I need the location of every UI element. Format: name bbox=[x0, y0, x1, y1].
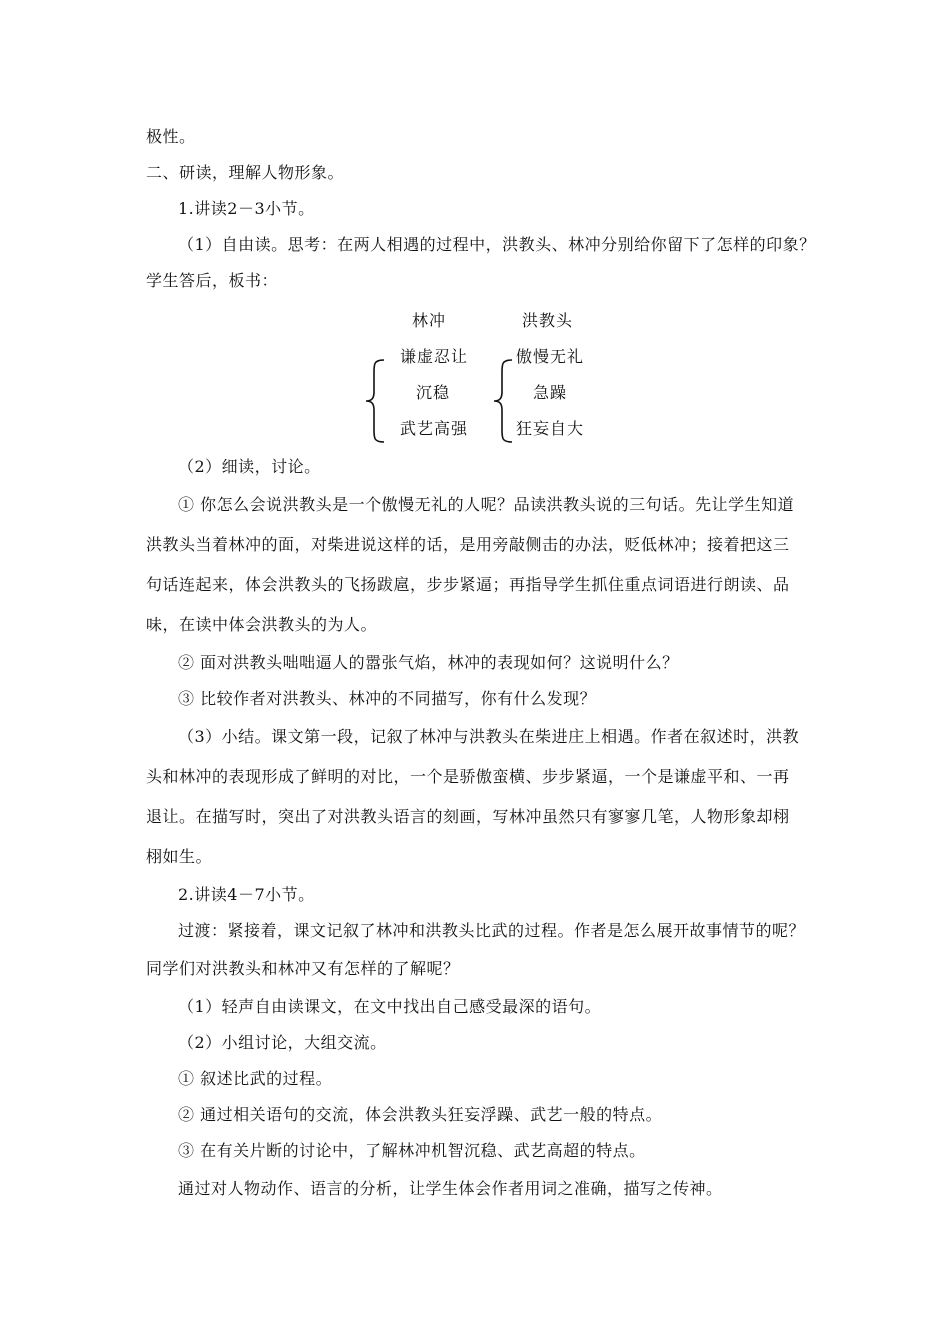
paragraph-line: ③ 在有关片断的讨论中，了解林冲机智沉稳、武艺高超的特点。 bbox=[178, 1141, 646, 1160]
paragraph-line: 退让。在描写时，突出了对洪教头语言的刻画，写林冲虽然只有寥寥几笔，人物形象却栩 bbox=[146, 807, 790, 826]
paragraph-line: （1）轻声自由读课文，在文中找出自己感受最深的语句。 bbox=[178, 997, 602, 1016]
paragraph-line: 过渡：紧接着，课文记叙了林冲和洪教头比武的过程。作者是怎么展开故事情节的呢？ bbox=[178, 921, 806, 940]
paragraph-line: ② 通过相关语句的交流，体会洪教头狂妄浮躁、武艺一般的特点。 bbox=[178, 1105, 663, 1124]
paragraph-line: （2）小组讨论，大组交流。 bbox=[178, 1033, 387, 1052]
paragraph-line: ① 你怎么会说洪教头是一个傲慢无礼的人呢？品读洪教头说的三句话。先让学生知道 bbox=[178, 495, 795, 514]
paragraph-line: 极性。 bbox=[146, 127, 196, 146]
board-hong-trait: 狂妄自大 bbox=[516, 419, 585, 438]
paragraph-line: ② 面对洪教头咄咄逼人的嚣张气焰，林冲的表现如何？这说明什么？ bbox=[178, 653, 679, 672]
paragraph-line: 通过对人物动作、语言的分析，让学生体会作者用词之准确，描写之传神。 bbox=[178, 1179, 723, 1198]
board-lin-trait: 武艺高强 bbox=[400, 419, 469, 438]
paragraph-line: ① 叙述比武的过程。 bbox=[178, 1069, 333, 1088]
board-hong-trait: 急躁 bbox=[533, 383, 568, 402]
paragraph-line: 学生答后，板书： bbox=[146, 271, 279, 290]
paragraph-line: （2）细读，讨论。 bbox=[178, 457, 321, 476]
paragraph-line: （3）小结。课文第一段，记叙了林冲与洪教头在柴进庄上相遇。作者在叙述时，洪教 bbox=[178, 727, 800, 746]
section-heading: 二、研读，理解人物形象。 bbox=[146, 163, 345, 182]
subsection-heading: 2.讲读4－7小节。 bbox=[178, 885, 315, 904]
paragraph-line: 同学们对洪教头和林冲又有怎样的了解呢？ bbox=[146, 959, 460, 978]
board-lin-trait: 沉稳 bbox=[416, 383, 451, 402]
paragraph-line: 味，在读中体会洪教头的为人。 bbox=[146, 615, 378, 634]
paragraph-line: ③ 比较作者对洪教头、林冲的不同描写，你有什么发现？ bbox=[178, 689, 597, 708]
left-brace-icon bbox=[364, 358, 386, 444]
board-hong-trait: 傲慢无礼 bbox=[516, 347, 585, 366]
paragraph-line: 头和林冲的表现形成了鲜明的对比，一个是骄傲蛮横、步步紧逼，一个是谦虚平和、一再 bbox=[146, 767, 790, 786]
paragraph-line: 洪教头当着林冲的面，对柴进说这样的话，是用旁敲侧击的办法，贬低林冲；接着把这三 bbox=[146, 535, 790, 554]
paragraph-line: 栩如生。 bbox=[146, 847, 213, 866]
board-header-lin: 林冲 bbox=[412, 311, 447, 330]
board-header-hong: 洪教头 bbox=[522, 311, 574, 330]
paragraph-line: 句话连起来，体会洪教头的飞扬跋扈，步步紧逼；再指导学生抓住重点词语进行朗读、品 bbox=[146, 575, 790, 594]
subsection-heading: 1.讲读2－3小节。 bbox=[178, 199, 315, 218]
board-lin-trait: 谦虚忍让 bbox=[400, 347, 469, 366]
paragraph-line: （1）自由读。思考：在两人相遇的过程中，洪教头、林冲分别给你留下了怎样的印象？ bbox=[178, 235, 816, 254]
right-brace-icon bbox=[492, 358, 514, 444]
